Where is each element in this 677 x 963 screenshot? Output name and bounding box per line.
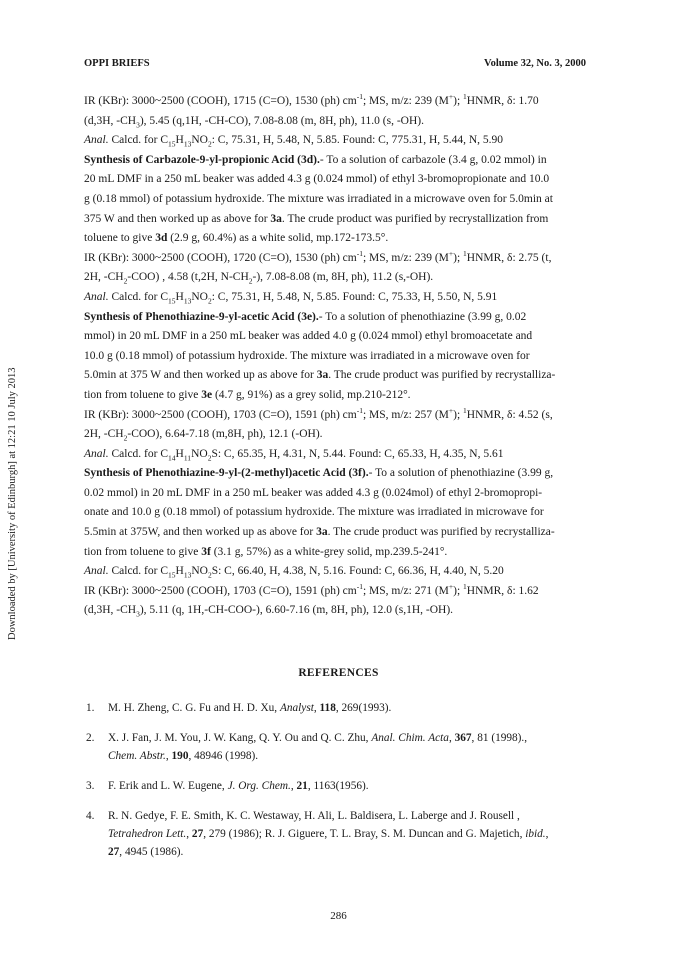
text-line: g (0.18 mmol) of potassium hydroxide. The mixture was irradiated in a microwave oven for 5.0min at xyxy=(84,192,553,205)
ir-line-3e: IR (KBr): 3000~2500 (COOH), 1703 (C=O), 1591 (ph) $cm^{-1}$; MS, m/z: 257 (M+); $^1$HNMR, δ: 4.52 (s, xyxy=(84,405,553,421)
analysis-3e: Anal. Calcd. for $C_{14}H_{11}NO_2S$: C, 65.35, H, 4.31, N, 5.44. Found: C, 65.33, H, 4.35, N, 5.61 xyxy=(84,447,504,462)
ir-line-3f: IR (KBr): 3000~2500 (COOH), 1703 (C=O), 1591 (ph) $cm^{-1}$; MS, m/z: 271 (M+); $^1$HNMR, δ: 1.62 xyxy=(84,582,539,597)
reference-item: 1. M. H. Zheng, C. G. Fu and H. D. Xu, Analyst, 118, 269(1993). xyxy=(86,702,392,714)
synthesis-3f: Synthesis of Phenothiazine-9-yl-(2-methyl)acetic Acid (3f).- To a solution of phenothiazine (3.99 g, xyxy=(84,467,554,480)
section-heading: Synthesis of Carbazole-9-yl-propionic Acid (3d). xyxy=(84,153,320,166)
text-line: tion from toluene to give 3f (3.1 g, 57%) as a white-grey solid, mp.239.5-241°. xyxy=(84,545,448,558)
reference-item: 4. R. N. Gedye, F. E. Smith, K. C. Westaway, H. Ali, L. Baldisera, L. Laberge and J. Rousell , Tetrahedron Lett., 27, 279 (1986); R. J. Giguere, T. L. Bray, S. M. Duncan and G. Majetich, ibid., 27, 4945 (1986). xyxy=(86,810,549,858)
analysis-3c: Anal. Calcd. for $C_{15}H_{13}NO_2$: C, 75.31, H, 5.48, N, 5.85. Found: C, 775.31, H, 5.44, N, 5.90 xyxy=(84,134,504,149)
volume-info: Volume 32, No. 3, 2000 xyxy=(484,58,586,69)
article-body xyxy=(84,92,586,621)
text-line: tion from toluene to give 3e (4.7 g, 91%) as a grey solid, mp.210-212°. xyxy=(84,388,411,401)
reference-item: 3. F. Erik and L. W. Eugene, J. Org. Chem., 21, 1163(1956). xyxy=(86,780,369,792)
journal-section: OPPI BRIEFS xyxy=(84,58,150,69)
page-number: 286 xyxy=(330,910,347,922)
reference-item: 2. X. J. Fan, J. M. You, J. W. Kang, Q. Y. Ou and Q. C. Zhu, Anal. Chim. Acta, 367, 81 (1998)., Chem. Abstr., 190, 48946 (1998). xyxy=(86,732,528,762)
text-line: mmol) in 20 mL DMF in a 250 mL beaker was added 4.0 g (0.024 mmol) ethyl bromoacetate and xyxy=(84,330,533,343)
nmr-line-3d: 2H, $-CH_2-COO$) , 4.58 (t,2H, $N-CH_2-$), 7.08-8.08 (m, 8H, ph), 11.2 (s,-OH). xyxy=(84,271,434,286)
download-watermark: Downloaded by [University of Edinburgh] at 12:21 10 July 2013 xyxy=(7,367,18,640)
text-line: 20 mL DMF in a 250 mL beaker was added 4.3 g (0.024 mmol) of ethyl 3-bromopropionate and 10.0 xyxy=(84,173,550,186)
analysis-3f: Anal. Calcd. for $C_{15}H_{13}NO_2S$: C, 66.40, H, 4.38, N, 5.16. Found: C, 66.36, H, 4.40, N, 5.20 xyxy=(84,565,504,580)
analysis-3d: Anal. Calcd. for $C_{15}H_{13}NO_2$: C, 75.31, H, 5.48, N, 5.85. Found: C, 75.33, H, 5.50, N, 5.91 xyxy=(84,290,498,306)
nmr-line-3f: (d,3H, $-CH_3$), 5.11 (q, 1H,-CH-COO-), 6.60-7.16 (m, 8H, ph), 12.0 (s,1H, -OH). xyxy=(84,604,454,619)
text-line: 5.0min at 375 W and then worked up as above for 3a. The crude product was purified by recrystalliza- xyxy=(84,369,556,382)
synthesis-3e: Synthesis of Phenothiazine-9-yl-acetic Acid (3e).- To a solution of phenothiazine (3.99 g, 0.02 xyxy=(84,310,527,323)
references-heading: REFERENCES xyxy=(298,667,379,679)
text-line: onate and 10.0 g (0.18 mmol) of potassium hydroxide. The mixture was irradiated in microwave for xyxy=(84,506,544,519)
text-line: toluene to give 3d (2.9 g, 60.4%) as a white solid, mp.172-173.5°. xyxy=(84,232,389,245)
synthesis-3d: Synthesis of Carbazole-9-yl-propionic Acid (3d).- To a solution of carbazole (3.4 g, 0.02 mmol) in xyxy=(84,153,547,166)
section-heading: Synthesis of Phenothiazine-9-yl-acetic Acid (3e). xyxy=(84,310,319,323)
section-heading: Synthesis of Phenothiazine-9-yl-(2-methyl)acetic Acid (3f). xyxy=(84,467,369,480)
nmr-line-3c: (d,3H, $-CH_3$), 5.45 (q,1H, -CH-CO), 7.08-8.08 (m, 8H, ph), 11.0 (s, -OH). xyxy=(84,114,424,129)
text-line: 5.5min at 375W, and then worked up as above for 3a. The crude product was purified by recrystalliza- xyxy=(84,526,555,539)
nmr-line-3e: 2H, $-CH_2-COO$), 6.64-7.18 (m,8H, ph), 12.1 (-OH). xyxy=(84,428,323,443)
ir-line-3d: IR (KBr): 3000~2500 (COOH), 1720 (C=O), 1530 (ph) $cm^{-1}$; MS, m/z: 239 (M+); $^1$HNMR, δ: 2.75 (t, xyxy=(84,248,552,264)
running-header xyxy=(84,58,586,74)
text-line: 375 W and then worked up as above for 3a. The crude product was purified by recrystallization from xyxy=(84,212,549,225)
ir-line-3c: IR (KBr): 3000~2500 (COOH), 1715 (C=O), 1530 (ph) $cm^{-1}$; MS, m/z: 239 (M+); $^1$HNMR, δ: 1.70 xyxy=(84,92,539,107)
text-line: 10.0 g (0.18 mmol) of potassium hydroxide. The mixture was irradiated in a microwave oven for xyxy=(84,349,530,362)
references-list xyxy=(84,699,589,873)
text-line: 0.02 mmol) in 20 mL DMF in a 250 mL beaker was added 4.3 g (0.024mol) of ethyl 2-bromopropi- xyxy=(84,486,543,499)
